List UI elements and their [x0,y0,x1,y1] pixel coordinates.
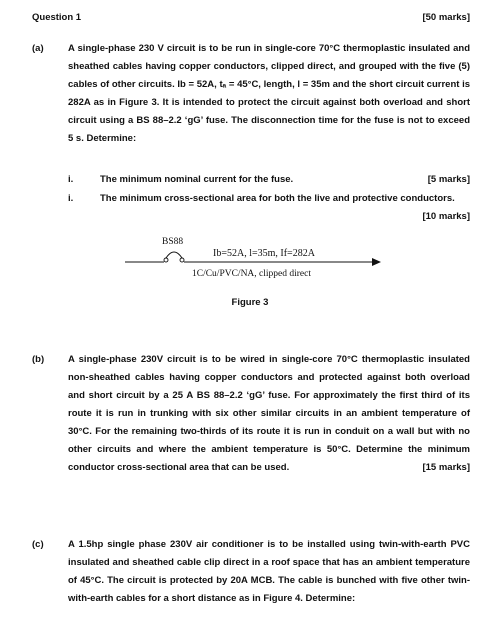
part-b-text: A single-phase 230V circuit is to be wired in single-core 70°C thermoplastic insulated non-sheathed cables having copper conductors and protected against both overload and short circuit by a 25 A BS 88–2.2 ‘gG’ fuse. For approximately the first third of its route it is run in trunking with six other similar circuits in an ambient temperature of 30°C. For the remaining two-thirds of its route it is run in conduit on a wall but with no other circuits and where the ambient temperature is 50°C. Determine the minimum conductor cross-sectional area that can be used. [68,354,470,473]
part-c-text: A 1.5hp single phase 230V air conditioner is to be installed using twin-with-earth PVC insulated and sheathed cable clip direct in a roof space that has an ambient temperature of 45°C. The circuit is protected by 20A MCB. The cable is bunched with five other twin-with-earth cables for a short distance as in Figure 4. Determine: [68,539,470,604]
item-marks: [10 marks] [422,211,470,222]
fuse-terminal-left [164,258,168,262]
figure-3-diagram [0,230,500,290]
question-marks: [50 marks] [422,12,470,23]
part-c-label: (c) [32,539,44,550]
cable-description: 1C/Cu/PVC/NA, clipped direct [192,269,312,279]
part-a [32,40,470,148]
question-header [32,12,470,23]
part-a-item-2 [68,190,470,222]
fuse-terminal-right [180,258,184,262]
part-c [32,536,470,608]
part-a-item-1 [68,171,470,189]
figure-3-caption: Figure 3 [231,297,269,308]
part-b [32,351,470,477]
part-a-label: (a) [32,43,44,54]
part-b-marks: [15 marks] [422,462,470,473]
question-title: Question 1 [32,12,82,23]
arrow-head [372,258,381,266]
part-a-text: A single-phase 230 V circuit is to be run in single-core 70°C thermoplastic insulated and sheathed cables having copper conductors, clipped direct, and grouped with the five (5) cables of other circuits. Ib = 52A, tₐ = 45°C, length, l = 35m and the short circuit current is 282A as in Figure 3. It is intended to protect the circuit against both overload and short circuit using a BS 88–2.2 ‘gG’ fuse. The disconnection time for the fuse is not to exceed 5 s. Determine: [68,43,470,144]
circuit-parameters: Ib=52A, l=35m, If=282A [213,248,315,259]
item-text: The minimum cross-sectional area for both the live and protective conductors. [100,193,455,204]
item-text: The minimum nominal current for the fuse. [100,174,294,185]
fuse-label: BS88 [162,237,184,247]
part-b-label: (b) [32,354,45,365]
item-number: i. [68,174,74,185]
fuse-symbol [166,252,182,258]
item-number: i. [68,193,74,204]
item-marks: [5 marks] [427,174,470,185]
